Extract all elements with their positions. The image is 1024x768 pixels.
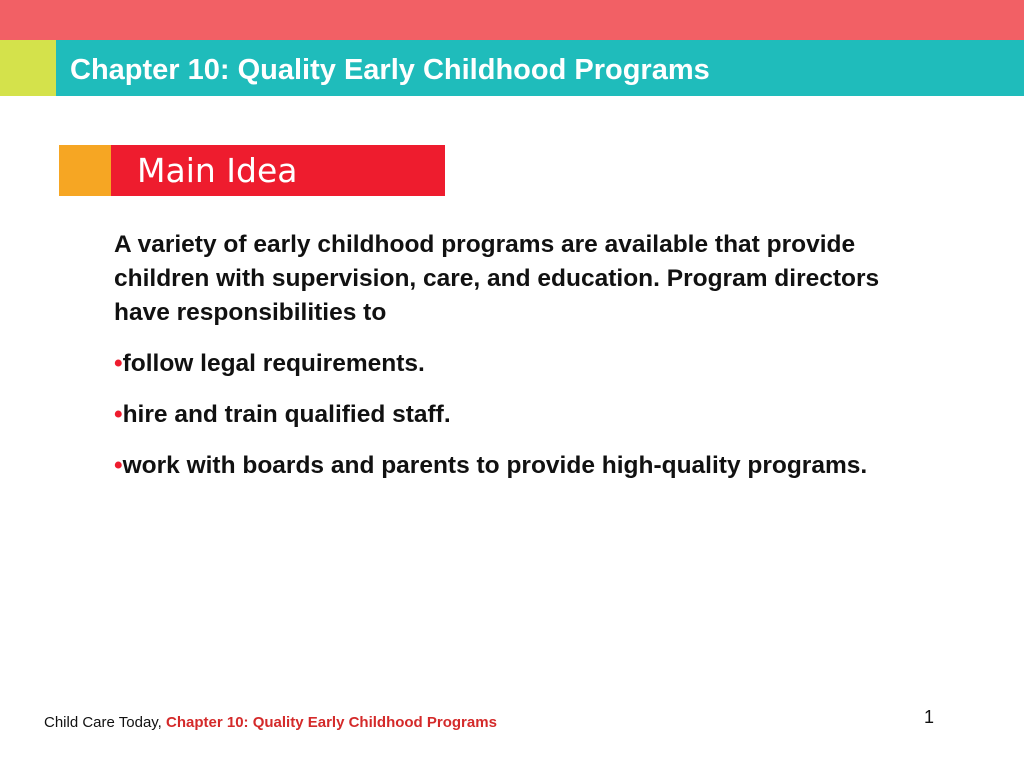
bullet-item	[114, 398, 894, 432]
slide-title: Chapter 10: Quality Early Childhood Programs	[70, 54, 710, 86]
footer-book-title: Child Care Today,	[44, 714, 162, 731]
title-accent-block	[0, 40, 56, 96]
page-number: 1	[924, 707, 935, 727]
main-idea-accent	[59, 145, 111, 196]
bullet-glyph: •	[114, 452, 123, 479]
bullet-text: work with boards and parents to provide high-quality programs.	[122, 452, 868, 479]
intro-paragraph: A variety of early childhood programs are available that provide children with supervision, care, and education. Program directors have responsibilities to	[114, 231, 880, 326]
bullet-text: hire and train qualified staff.	[122, 401, 451, 428]
main-idea-label: Main Idea	[137, 151, 298, 190]
top-stripe	[0, 0, 1024, 40]
bullet-item	[114, 449, 894, 483]
bullet-glyph: •	[114, 401, 123, 428]
footer	[44, 714, 497, 731]
footer-chapter-title: Chapter 10: Quality Early Childhood Programs	[166, 714, 497, 731]
bullet-glyph: •	[114, 350, 123, 377]
main-idea-body	[114, 228, 894, 500]
bullet-item	[114, 347, 894, 381]
bullet-text: follow legal requirements.	[122, 350, 425, 377]
